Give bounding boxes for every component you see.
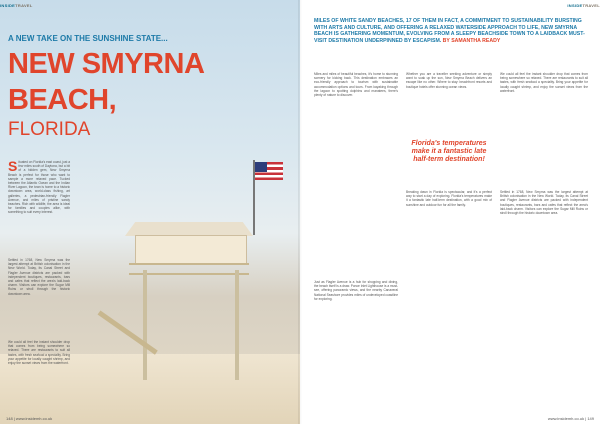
- right-page: [300, 0, 600, 424]
- article-title-line1: NEW SMYRNA: [8, 48, 205, 80]
- page-number-right: www.insidemh.co.uk | 149: [547, 416, 594, 421]
- article-title-line3: FLORIDA: [8, 119, 91, 140]
- body-column: Situated on Florida's east coast, just a few miles south of Daytona, but a bit of a hidden gem, New Smyrna Beach is perfect for those who want to sample a more relaxed pace. Tucked between the Atlantic Ocean and the Indian River Lagoon, the town is home to a historic downtown area, world-class fishing, art galleries, a pedestrian-friendly Flagler Avenue, and miles of pristine sandy beaches. Rich with wildlife, the area is ideal for families and couples alike, with something to suit every interest.: [8, 158, 71, 215]
- body-column: Settled in 1768, New Smyrna was the largest attempt at British colonisation in the New World. Today, its Canal Street and Flagler Avenue districts are packed with independent boutiques, restaurants, bars and cafes that reflect the area's laid-back charm. Visitors can explore the Sugar Mill Ruins or stroll through the historic downtown area.: [8, 258, 70, 296]
- american-flag-icon: [255, 162, 283, 180]
- byline: BY SAMANTHA READY: [442, 37, 501, 44]
- tower-roof: [125, 222, 253, 236]
- body-column: Whether you are a traveller seeking adventure or simply want to soak up the sun, New Smyrna Beach delivers an escape like no other. Where to stay: beachfront resorts and boutique hotels offer stunning ocean views.: [406, 72, 492, 89]
- body-column: Just as Flagler Avenue is a hub for shopping and dining, the beach itself is a draw. Ponce Inlet Lighthouse is a must-see, offering panoramic views, and the nearby Canaveral National Seashore provides miles of undeveloped coastline for exploring.: [314, 280, 398, 301]
- tower-leg: [143, 270, 147, 380]
- article-kicker: A NEW TAKE ON THE SUNSHINE STATE...: [8, 34, 168, 43]
- body-column: Breaking dawn in Florida is spectacular, and it's a perfect way to start a day of exploring. Florida's temperatures make it a fantastic late half-term destination, with a good mix of sunshine and outdoor fun for all the family.: [406, 190, 492, 207]
- tower-railing: [129, 263, 249, 275]
- pull-quote: Florida's temperatures make it a fantastic late half-term destination!: [411, 140, 487, 163]
- drop-cap: S: [8, 158, 18, 174]
- body-column: Miles and miles of beautiful beaches, it's home to stunning scenery for kicking back. This destination embraces an eco-friendly approach to tourism with sustainable accommodation options and tours. From kayaking through the lagoon to spotting dolphins and manatees, there's plenty of nature to discover.: [314, 72, 398, 98]
- body-column: We could all feel the instant shoulder drop that comes from being somewhere so relaxed. There are restaurants to suit all tastes, with fresh seafood a speciality. Bring your appetite for locally caught shrimp, and enjoy the sunset views from the waterfront.: [500, 72, 588, 93]
- section-tag-right: INSIDETRAVEL: [567, 3, 600, 8]
- section-tag-left: INSIDETRAVEL: [0, 3, 33, 8]
- tower-cabin: [135, 235, 247, 265]
- body-column: Settled in 1768, New Smyrna was the largest attempt at British colonisation in the New World. Today, its Canal Street and Flagler Avenue districts are packed with independent boutiques, restaurants, bars and cafes that reflect the area's laid-back charm. Visitors can explore the Sugar Mill Ruins or stroll through the historic downtown area.: [500, 190, 588, 216]
- lifeguard-tower-image: [95, 120, 300, 424]
- tower-leg: [235, 270, 239, 380]
- article-standfirst: MILES OF WHITE SANDY BEACHES, 17 OF THEM IN FACT, A COMMITMENT TO SUSTAINABILITY BURSTING WITH ARTS AND CULTURE, AND OFFERING A RELAXED WATERSIDE APPROACH TO LIFE, NEW SMYRNA BEACH IS GATHERING MOMENTUM, EVOLVING FROM A SLEEPY BEACHSIDE TOWN TO A LAIDBACK MUST-VISIT DESTINATION UNDERPINNED BY ESCAPISM. BY SAMANTHA READY: [314, 18, 585, 44]
- tower-stairs: [98, 310, 158, 354]
- article-title-line2: BEACH,: [8, 84, 117, 116]
- page-number-left: 148 | www.insidemh.co.uk: [6, 416, 53, 421]
- body-column: We could all feel the instant shoulder drop that comes from being somewhere so relaxed. There are restaurants to suit all tastes, with fresh seafood a speciality. Bring your appetite for locally caught shrimp, and enjoy the sunset views from the waterfront.: [8, 340, 70, 366]
